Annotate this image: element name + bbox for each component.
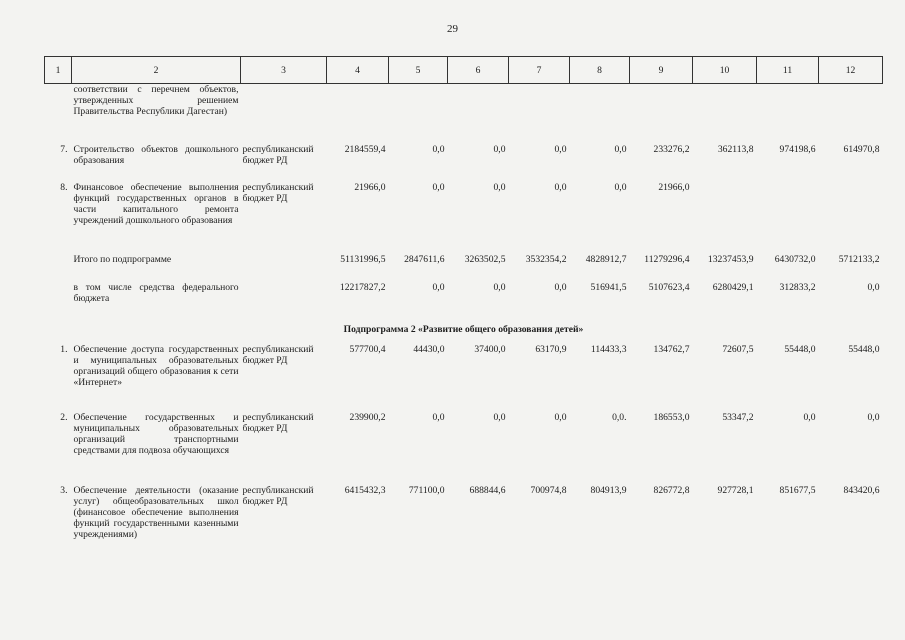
amount-cell: 12217827,2 bbox=[339, 281, 386, 293]
amount-cell: 21966,0 bbox=[658, 181, 690, 193]
amount-cell: 2847611,6 bbox=[404, 253, 445, 265]
amount-cell: 3532354,2 bbox=[525, 253, 567, 265]
column-header-7: 7 bbox=[509, 57, 570, 84]
row-index-cell bbox=[45, 254, 72, 282]
table-row bbox=[45, 144, 883, 182]
amount-cell: 0,0 bbox=[493, 411, 506, 423]
amount-cell: 13237453,9 bbox=[707, 253, 754, 265]
amount-cell: 0,0 bbox=[614, 181, 627, 193]
amount-cell: 0,0 bbox=[493, 181, 506, 193]
amount-cell bbox=[327, 84, 389, 144]
amount-cell: 0,0 bbox=[867, 411, 880, 423]
description-cell: Обеспечение доступа государственных и муниципальных образовательных организаций общего образования к сети «Интернет» bbox=[73, 343, 239, 388]
row-index-cell: 8. bbox=[60, 181, 68, 193]
amount-cell bbox=[693, 182, 757, 254]
section-title: Подпрограмма 2 «Развитие общего образования детей» bbox=[343, 324, 584, 335]
amount-cell: 51131996,5 bbox=[340, 253, 386, 265]
amount-cell bbox=[693, 84, 757, 144]
column-header-9: 9 bbox=[630, 57, 693, 84]
amount-cell: 0,0 bbox=[867, 281, 880, 293]
amount-cell: 44430,0 bbox=[413, 343, 445, 355]
amount-cell: 826772,8 bbox=[653, 484, 690, 496]
description-cell: в том числе средства федерального бюджета bbox=[73, 281, 239, 304]
funding-source-cell: республиканский бюджет РД bbox=[242, 343, 314, 366]
amount-cell: 0,0 bbox=[803, 411, 816, 423]
amount-cell: 974198,6 bbox=[779, 143, 816, 155]
table-row bbox=[45, 84, 883, 144]
amount-cell: 0,0 bbox=[554, 281, 567, 293]
table-row bbox=[45, 344, 883, 412]
amount-cell: 0,0 bbox=[432, 281, 445, 293]
table-row bbox=[45, 282, 883, 316]
amount-cell: 0,0 bbox=[554, 181, 567, 193]
table-row bbox=[45, 254, 883, 282]
section-title-row bbox=[45, 316, 883, 344]
column-header-1: 1 bbox=[45, 57, 72, 84]
amount-cell: 63170,9 bbox=[535, 343, 567, 355]
amount-cell bbox=[819, 182, 883, 254]
amount-cell: 6430732,0 bbox=[774, 253, 816, 265]
table-row bbox=[45, 412, 883, 485]
amount-cell: 851677,5 bbox=[779, 484, 816, 496]
funding-source-cell: республиканский бюджет РД bbox=[242, 181, 314, 204]
description-cell: Итого по подпрограмме bbox=[73, 253, 172, 265]
amount-cell: 5712133,2 bbox=[838, 253, 880, 265]
amount-cell: 927728,1 bbox=[717, 484, 754, 496]
description-cell: Строительство объектов дошкольного образования bbox=[73, 143, 239, 166]
header-row bbox=[45, 57, 883, 84]
column-header-11: 11 bbox=[757, 57, 819, 84]
amount-cell: 134762,7 bbox=[653, 343, 690, 355]
amount-cell: 3263502,5 bbox=[464, 253, 506, 265]
description-cell: Обеспечение государственных и муниципальных образовательных организаций транспортными средствами для подвоза обучающихся bbox=[73, 411, 239, 456]
amount-cell: 53347,2 bbox=[722, 411, 754, 423]
amount-cell: 577700,4 bbox=[349, 343, 386, 355]
column-header-3: 3 bbox=[241, 57, 327, 84]
description-cell: соответствии с перечнем объектов, утвержденных решением Правительства Республики Дагестан) bbox=[73, 84, 239, 117]
column-header-4: 4 bbox=[327, 57, 389, 84]
funding-source-cell bbox=[241, 254, 327, 282]
amount-cell: 11279296,4 bbox=[644, 253, 690, 265]
amount-cell: 0,0 bbox=[554, 143, 567, 155]
amount-cell: 37400,0 bbox=[474, 343, 506, 355]
amount-cell bbox=[819, 84, 883, 144]
funding-source-cell bbox=[241, 84, 327, 144]
table-row bbox=[45, 182, 883, 254]
amount-cell: 0,0 bbox=[432, 143, 445, 155]
amount-cell: 516941,5 bbox=[590, 281, 627, 293]
budget-table bbox=[44, 56, 883, 575]
description-cell: Обеспечение деятельности (оказание услуг) общеобразовательных школ (финансовое обеспечение выполнения функций государственными казенными учреждениями) bbox=[73, 484, 239, 540]
amount-cell: 614970,8 bbox=[843, 143, 880, 155]
amount-cell: 0,0 bbox=[614, 143, 627, 155]
funding-source-cell: республиканский бюджет РД bbox=[242, 411, 314, 434]
row-index-cell: 3. bbox=[60, 484, 68, 496]
amount-cell bbox=[757, 84, 819, 144]
amount-cell: 804913,9 bbox=[590, 484, 627, 496]
amount-cell: 700974,8 bbox=[530, 484, 567, 496]
amount-cell: 688844,6 bbox=[469, 484, 506, 496]
amount-cell: 55448,0 bbox=[784, 343, 816, 355]
row-index-cell: 1. bbox=[60, 343, 68, 355]
funding-source-cell: республиканский бюджет РД bbox=[242, 143, 314, 166]
page-number: 29 bbox=[447, 23, 458, 35]
amount-cell: 114433,3 bbox=[590, 343, 627, 355]
amount-cell: 72607,5 bbox=[722, 343, 754, 355]
row-index-cell: 2. bbox=[60, 411, 68, 423]
column-header-12: 12 bbox=[819, 57, 883, 84]
amount-cell bbox=[757, 182, 819, 254]
amount-cell bbox=[509, 84, 570, 144]
table-body bbox=[45, 84, 883, 575]
amount-cell: 233276,2 bbox=[653, 143, 690, 155]
row-index-cell bbox=[45, 282, 72, 316]
amount-cell: 6280429,1 bbox=[712, 281, 754, 293]
funding-source-cell: республиканский бюджет РД bbox=[242, 484, 314, 507]
funding-source-cell bbox=[241, 282, 327, 316]
amount-cell bbox=[448, 84, 509, 144]
amount-cell: 5107623,4 bbox=[648, 281, 690, 293]
description-cell: Финансовое обеспечение выполнения функций государственных органов в части капитального ремонта учреждений дошкольного образования bbox=[73, 181, 239, 226]
column-header-5: 5 bbox=[389, 57, 448, 84]
table-row bbox=[45, 485, 883, 575]
amount-cell: 0,0 bbox=[432, 411, 445, 423]
amount-cell: 21966,0 bbox=[354, 181, 386, 193]
row-index-cell bbox=[45, 84, 72, 144]
amount-cell: 312833,2 bbox=[779, 281, 816, 293]
row-index-cell: 7. bbox=[60, 143, 68, 155]
amount-cell bbox=[570, 84, 630, 144]
column-header-10: 10 bbox=[693, 57, 757, 84]
amount-cell: 843420,6 bbox=[843, 484, 880, 496]
budget-table-wrapper bbox=[44, 56, 882, 575]
table-header bbox=[45, 57, 883, 84]
amount-cell: 186553,0 bbox=[653, 411, 690, 423]
amount-cell: 0,0 bbox=[554, 411, 567, 423]
amount-cell: 0,0 bbox=[432, 181, 445, 193]
column-header-2: 2 bbox=[72, 57, 241, 84]
amount-cell: 0,0 bbox=[493, 143, 506, 155]
amount-cell: 0,0 bbox=[493, 281, 506, 293]
amount-cell: 771100,0 bbox=[408, 484, 445, 496]
amount-cell bbox=[389, 84, 448, 144]
amount-cell: 239900,2 bbox=[349, 411, 386, 423]
amount-cell: 2184559,4 bbox=[344, 143, 386, 155]
amount-cell: 0,0. bbox=[612, 411, 627, 423]
amount-cell: 362113,8 bbox=[717, 143, 754, 155]
column-header-8: 8 bbox=[570, 57, 630, 84]
amount-cell: 4828912,7 bbox=[585, 253, 627, 265]
amount-cell: 6415432,3 bbox=[344, 484, 386, 496]
amount-cell: 55448,0 bbox=[848, 343, 880, 355]
amount-cell bbox=[630, 84, 693, 144]
column-header-6: 6 bbox=[448, 57, 509, 84]
